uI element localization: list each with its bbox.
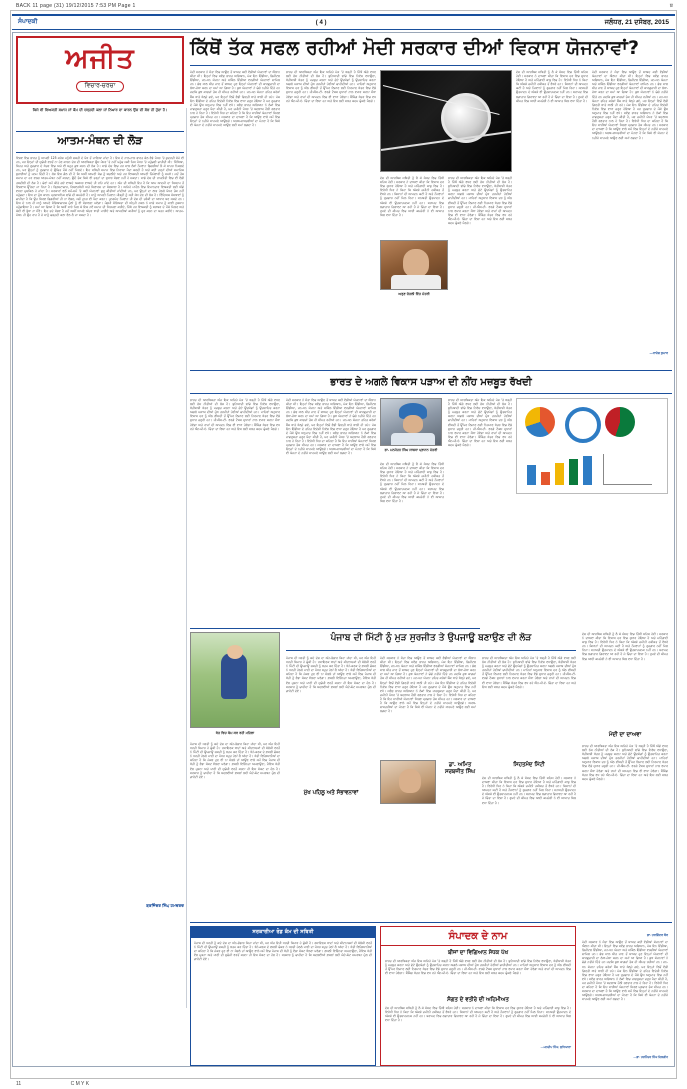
farm-photo [190,632,280,728]
lead-article-col5: ਦੇਸ਼ ਦੀ ਆਰਥਿਕ ਸਥਿਤੀ ਨੂੰ ਲੈ ਕੇ ਸੰਸਦ ਵਿਚ ਤਿੱਖੀ ਬਹਿਸ ਹੋਈ। ਸਰਕਾਰ ਨੇ ਦਾਅਵਾ ਕੀਤਾ ਕਿ ਵਿਕਾਸ ਦਰ ਵਿਚ ਸੁਧਾਰ ਹੋਇਆ ਹੈ ਅਤੇ ਮਹਿੰਗਾਈ ਕਾਬੂ ਵਿਚ ਹੈ। ਵਿਰੋਧੀ ਧਿਰ ਨੇ ਕਿਹਾ ਕਿ ਅੰਕੜੇ ਜ਼ਮੀਨੀ ਹਕੀਕਤ ਤੋਂ ਵੱਖਰੇ ਹਨ। ਕਿਸਾਨਾਂ ਦੀ ਆਮਦਨ ਘਟੀ ਹੈ ਅਤੇ ਨੌਜਵਾਨਾਂ ਨੂੰ ਰੁਜ਼ਗਾਰ ਨਹੀਂ ਮਿਲ ਰਿਹਾ। ਸਨਅਤੀ ਉਤਪਾਦਨ ਦੇ ਅੰਕੜੇ ਵੀ ਉਤਸ਼ਾਹਜਨਕ ਨਹੀਂ ਹਨ। ਬਰਾਮਦ ਵਿਚ ਲਗਾਤਾਰ ਗਿਰਾਵਟ ਆ ਰਹੀ ਹੈ ਜੋ ਚਿੰਤਾ ਦਾ ਵਿਸ਼ਾ ਹੈ। ਰੁਪਏ ਦੀ ਕੀਮਤ ਵਿਚ ਆਈ ਕਮਜ਼ੋਰੀ ਨੇ ਵੀ ਆਯਾਤ ਬਿਲ ਵਧਾ ਦਿੱਤਾ ਹੈ। [516,70,588,103]
main-headline-wrap [190,36,672,66]
right-col-author-wrap [582,930,668,937]
manmohan-caption: ਡਾ. ਮਨਮੋਹਨ ਸਿੰਘ ਸਾਬਕਾ ਪ੍ਰਧਾਨ ਮੰਤਰੀ [384,448,438,452]
page-number: ( 4 ) [315,19,327,26]
section2-title: ਭਾਰਤ ਦੇ ਅਗਲੇ ਵਿਕਾਸ ਪੜਾਅ ਦੀ ਨੀਂਹ ਮਜ਼ਬੂਤ ਰੱਖਦੀ [330,377,532,388]
author-name-wrap [440,762,480,776]
lead-article-col6: ਮੋਦੀ ਸਰਕਾਰ ਨੇ ਸੱਤਾ ਵਿਚ ਆਉਣ ਤੋਂ ਬਾਅਦ ਕਈ ਵੱਡੀਆਂ ਯੋਜਨਾਵਾਂ ਦਾ ਐਲਾਨ ਕੀਤਾ ਸੀ। ਇਨ੍ਹਾਂ ਵਿਚ ਸਵੱਛ ਭਾਰਤ ਅਭਿਆਨ, ਮੇਕ ਇਨ ਇੰਡੀਆ, ਡਿਜੀਟਲ ਇੰਡੀਆ, ਜਨ-ਧਨ ਯੋਜਨਾ ਅਤੇ ਸਕਿੱਲ ਇੰਡੀਆ ਵਰਗੀਆਂ ਯੋਜਨਾਵਾਂ ਸ਼ਾਮਿਲ ਹਨ। ਡੇਢ ਸਾਲ ਬੀਤ ਜਾਣ ਤੋਂ ਬਾਅਦ ਹੁਣ ਇਨ੍ਹਾਂ ਯੋਜਨਾਵਾਂ ਦੀ ਕਾਰਗੁਜ਼ਾਰੀ ਦਾ ਲੇਖਾ-ਜੋਖਾ ਕਰਨ ਦਾ ਸਮਾਂ ਆ ਗਿਆ ਹੈ। ਕੁਝ ਯੋਜਨਾਵਾਂ ਨੇ ਚੰਗੇ ਨਤੀਜੇ ਦਿੱਤੇ ਹਨ ਜਦਕਿ ਕੁਝ ਕਾਗਜ਼ਾਂ ਤੱਕ ਹੀ ਸੀਮਤ ਰਹੀਆਂ ਹਨ। ਜਨ-ਧਨ ਯੋਜਨਾ ਤਹਿਤ ਕਰੋੜਾਂ ਬੈਂਕ ਖਾਤੇ ਖੋਲ੍ਹੇ ਗਏ, ਪਰ ਇਨ੍ਹਾਂ ਵਿਚੋਂ ਵੱਡੀ ਗਿਣਤੀ ਖਾਤੇ ਖਾਲੀ ਹੀ ਰਹੇ। ਮੇਕ ਇਨ ਇੰਡੀਆ ਦੇ ਤਹਿਤ ਵਿਦੇਸ਼ੀ ਨਿਵੇਸ਼ ਵਿਚ ਵਾਧਾ ਜ਼ਰੂਰ ਹੋਇਆ ਹੈ ਪਰ ਰੁਜ਼ਗਾਰ ਦੇ ਮੌਕੇ ਉਸ ਅਨੁਪਾਤ ਵਿਚ ਨਹੀਂ ਵਧੇ। ਸਵੱਛ ਭਾਰਤ ਅਭਿਆਨ ਨੇ ਲੋਕਾਂ ਵਿਚ ਜਾਗਰੂਕਤਾ ਜ਼ਰੂਰ ਪੈਦਾ ਕੀਤੀ ਹੈ, ਪਰ ਜ਼ਮੀਨੀ ਪੱਧਰ 'ਤੇ ਬਦਲਾਅ ਹੌਲੀ ਰਫ਼ਤਾਰ ਨਾਲ ਹੋ ਰਿਹਾ ਹੈ। ਵਿਰੋਧੀ ਧਿਰ ਦਾ ਕਹਿਣਾ ਹੈ ਕਿ ਇਹ ਸਾਰੀਆਂ ਯੋਜਨਾਵਾਂ ਸਿਰਫ਼ ਪ੍ਰਚਾਰ ਤੱਕ ਸੀਮਤ ਹਨ। ਸਰਕਾਰ ਦਾ ਦਾਅਵਾ ਹੈ ਕਿ ਆਉਣ ਵਾਲੇ ਸਮੇਂ ਵਿਚ ਇਨ੍ਹਾਂ ਦੇ ਨਤੀਜੇ ਸਾਹਮਣੇ ਆਉਣਗੇ। ਅਰਥ-ਸ਼ਾਸਤਰੀਆਂ ਦਾ ਮੰਨਣਾ ਹੈ ਕਿ ਕਿਸੇ ਵੀ ਯੋਜਨਾ ਦੇ ਨਤੀਜੇ ਸਾਹਮਣੇ ਆਉਣ ਲਈ ਸਮਾਂ ਲਗਦਾ ਹੈ। [592,70,668,140]
section2-col3: ਦੇਸ਼ ਦੀ ਆਰਥਿਕ ਸਥਿਤੀ ਨੂੰ ਲੈ ਕੇ ਸੰਸਦ ਵਿਚ ਤਿੱਖੀ ਬਹਿਸ ਹੋਈ। ਸਰਕਾਰ ਨੇ ਦਾਅਵਾ ਕੀਤਾ ਕਿ ਵਿਕਾਸ ਦਰ ਵਿਚ ਸੁਧਾਰ ਹੋਇਆ ਹੈ ਅਤੇ ਮਹਿੰਗਾਈ ਕਾਬੂ ਵਿਚ ਹੈ। ਵਿਰੋਧੀ ਧਿਰ ਨੇ ਕਿਹਾ ਕਿ ਅੰਕੜੇ ਜ਼ਮੀਨੀ ਹਕੀਕਤ ਤੋਂ ਵੱਖਰੇ ਹਨ। ਕਿਸਾਨਾਂ ਦੀ ਆਮਦਨ ਘਟੀ ਹੈ ਅਤੇ ਨੌਜਵਾਨਾਂ ਨੂੰ ਰੁਜ਼ਗਾਰ ਨਹੀਂ ਮਿਲ ਰਿਹਾ। ਸਨਅਤੀ ਉਤਪਾਦਨ ਦੇ ਅੰਕੜੇ ਵੀ ਉਤਸ਼ਾਹਜਨਕ ਨਹੀਂ ਹਨ। ਬਰਾਮਦ ਵਿਚ ਲਗਾਤਾਰ ਗਿਰਾਵਟ ਆ ਰਹੀ ਹੈ ਜੋ ਚਿੰਤਾ ਦਾ ਵਿਸ਼ਾ ਹੈ। ਰੁਪਏ ਦੀ ਕੀਮਤ ਵਿਚ ਆਈ ਕਮਜ਼ੋਰੀ ਨੇ ਵੀ ਆਯਾਤ ਬਿਲ ਵਧਾ ਦਿੱਤਾ ਹੈ। [380,462,444,503]
section3-col4: ਦੇਸ਼ ਦੀ ਆਰਥਿਕ ਸਥਿਤੀ ਨੂੰ ਲੈ ਕੇ ਸੰਸਦ ਵਿਚ ਤਿੱਖੀ ਬਹਿਸ ਹੋਈ। ਸਰਕਾਰ ਨੇ ਦਾਅਵਾ ਕੀਤਾ ਕਿ ਵਿਕਾਸ ਦਰ ਵਿਚ ਸੁਧਾਰ ਹੋਇਆ ਹੈ ਅਤੇ ਮਹਿੰਗਾਈ ਕਾਬੂ ਵਿਚ ਹੈ। ਵਿਰੋਧੀ ਧਿਰ ਨੇ ਕਿਹਾ ਕਿ ਅੰਕੜੇ ਜ਼ਮੀਨੀ ਹਕੀਕਤ ਤੋਂ ਵੱਖਰੇ ਹਨ। ਕਿਸਾਨਾਂ ਦੀ ਆਮਦਨ ਘਟੀ ਹੈ ਅਤੇ ਨੌਜਵਾਨਾਂ ਨੂੰ ਰੁਜ਼ਗਾਰ ਨਹੀਂ ਮਿਲ ਰਿਹਾ। ਸਨਅਤੀ ਉਤਪਾਦਨ ਦੇ ਅੰਕੜੇ ਵੀ ਉਤਸ਼ਾਹਜਨਕ ਨਹੀਂ ਹਨ। ਬਰਾਮਦ ਵਿਚ ਲਗਾਤਾਰ ਗਿਰਾਵਟ ਆ ਰਹੀ ਹੈ ਜੋ ਚਿੰਤਾ ਦਾ ਵਿਸ਼ਾ ਹੈ। ਰੁਪਏ ਦੀ ਕੀਮਤ ਵਿਚ ਆਈ ਕਮਜ਼ੋਰੀ ਨੇ ਵੀ ਆਯਾਤ ਬਿਲ ਵਧਾ ਦਿੱਤਾ ਹੈ। [482,776,576,805]
lead-article-col1: ਮੋਦੀ ਸਰਕਾਰ ਨੇ ਸੱਤਾ ਵਿਚ ਆਉਣ ਤੋਂ ਬਾਅਦ ਕਈ ਵੱਡੀਆਂ ਯੋਜਨਾਵਾਂ ਦਾ ਐਲਾਨ ਕੀਤਾ ਸੀ। ਇਨ੍ਹਾਂ ਵਿਚ ਸਵੱਛ ਭਾਰਤ ਅਭਿਆਨ, ਮੇਕ ਇਨ ਇੰਡੀਆ, ਡਿਜੀਟਲ ਇੰਡੀਆ, ਜਨ-ਧਨ ਯੋਜਨਾ ਅਤੇ ਸਕਿੱਲ ਇੰਡੀਆ ਵਰਗੀਆਂ ਯੋਜਨਾਵਾਂ ਸ਼ਾਮਿਲ ਹਨ। ਡੇਢ ਸਾਲ ਬੀਤ ਜਾਣ ਤੋਂ ਬਾਅਦ ਹੁਣ ਇਨ੍ਹਾਂ ਯੋਜਨਾਵਾਂ ਦੀ ਕਾਰਗੁਜ਼ਾਰੀ ਦਾ ਲੇਖਾ-ਜੋਖਾ ਕਰਨ ਦਾ ਸਮਾਂ ਆ ਗਿਆ ਹੈ। ਕੁਝ ਯੋਜਨਾਵਾਂ ਨੇ ਚੰਗੇ ਨਤੀਜੇ ਦਿੱਤੇ ਹਨ ਜਦਕਿ ਕੁਝ ਕਾਗਜ਼ਾਂ ਤੱਕ ਹੀ ਸੀਮਤ ਰਹੀਆਂ ਹਨ। ਜਨ-ਧਨ ਯੋਜਨਾ ਤਹਿਤ ਕਰੋੜਾਂ ਬੈਂਕ ਖਾਤੇ ਖੋਲ੍ਹੇ ਗਏ, ਪਰ ਇਨ੍ਹਾਂ ਵਿਚੋਂ ਵੱਡੀ ਗਿਣਤੀ ਖਾਤੇ ਖਾਲੀ ਹੀ ਰਹੇ। ਮੇਕ ਇਨ ਇੰਡੀਆ ਦੇ ਤਹਿਤ ਵਿਦੇਸ਼ੀ ਨਿਵੇਸ਼ ਵਿਚ ਵਾਧਾ ਜ਼ਰੂਰ ਹੋਇਆ ਹੈ ਪਰ ਰੁਜ਼ਗਾਰ ਦੇ ਮੌਕੇ ਉਸ ਅਨੁਪਾਤ ਵਿਚ ਨਹੀਂ ਵਧੇ। ਸਵੱਛ ਭਾਰਤ ਅਭਿਆਨ ਨੇ ਲੋਕਾਂ ਵਿਚ ਜਾਗਰੂਕਤਾ ਜ਼ਰੂਰ ਪੈਦਾ ਕੀਤੀ ਹੈ, ਪਰ ਜ਼ਮੀਨੀ ਪੱਧਰ 'ਤੇ ਬਦਲਾਅ ਹੌਲੀ ਰਫ਼ਤਾਰ ਨਾਲ ਹੋ ਰਿਹਾ ਹੈ। ਵਿਰੋਧੀ ਧਿਰ ਦਾ ਕਹਿਣਾ ਹੈ ਕਿ ਇਹ ਸਾਰੀਆਂ ਯੋਜਨਾਵਾਂ ਸਿਰਫ਼ ਪ੍ਰਚਾਰ ਤੱਕ ਸੀਮਤ ਹਨ। ਸਰਕਾਰ ਦਾ ਦਾਅਵਾ ਹੈ ਕਿ ਆਉਣ ਵਾਲੇ ਸਮੇਂ ਵਿਚ ਇਨ੍ਹਾਂ ਦੇ ਨਤੀਜੇ ਸਾਹਮਣੇ ਆਉਣਗੇ। ਅਰਥ-ਸ਼ਾਸਤਰੀਆਂ ਦਾ ਮੰਨਣਾ ਹੈ ਕਿ ਕਿਸੇ ਵੀ ਯੋਜਨਾ ਦੇ ਨਤੀਜੇ ਸਾਹਮਣੇ ਆਉਣ ਲਈ ਸਮਾਂ ਲਗਦਾ ਹੈ। [190,70,280,128]
editorial-signature: ਬਰਜਿੰਦਰ ਸਿੰਘ ਹਮਦਰਦ [146,903,184,908]
right-col-body3: ਮੋਦੀ ਸਰਕਾਰ ਨੇ ਸੱਤਾ ਵਿਚ ਆਉਣ ਤੋਂ ਬਾਅਦ ਕਈ ਵੱਡੀਆਂ ਯੋਜਨਾਵਾਂ ਦਾ ਐਲਾਨ ਕੀਤਾ ਸੀ। ਇਨ੍ਹਾਂ ਵਿਚ ਸਵੱਛ ਭਾਰਤ ਅਭਿਆਨ, ਮੇਕ ਇਨ ਇੰਡੀਆ, ਡਿਜੀਟਲ ਇੰਡੀਆ, ਜਨ-ਧਨ ਯੋਜਨਾ ਅਤੇ ਸਕਿੱਲ ਇੰਡੀਆ ਵਰਗੀਆਂ ਯੋਜਨਾਵਾਂ ਸ਼ਾਮਿਲ ਹਨ। ਡੇਢ ਸਾਲ ਬੀਤ ਜਾਣ ਤੋਂ ਬਾਅਦ ਹੁਣ ਇਨ੍ਹਾਂ ਯੋਜਨਾਵਾਂ ਦੀ ਕਾਰਗੁਜ਼ਾਰੀ ਦਾ ਲੇਖਾ-ਜੋਖਾ ਕਰਨ ਦਾ ਸਮਾਂ ਆ ਗਿਆ ਹੈ। ਕੁਝ ਯੋਜਨਾਵਾਂ ਨੇ ਚੰਗੇ ਨਤੀਜੇ ਦਿੱਤੇ ਹਨ ਜਦਕਿ ਕੁਝ ਕਾਗਜ਼ਾਂ ਤੱਕ ਹੀ ਸੀਮਤ ਰਹੀਆਂ ਹਨ। ਜਨ-ਧਨ ਯੋਜਨਾ ਤਹਿਤ ਕਰੋੜਾਂ ਬੈਂਕ ਖਾਤੇ ਖੋਲ੍ਹੇ ਗਏ, ਪਰ ਇਨ੍ਹਾਂ ਵਿਚੋਂ ਵੱਡੀ ਗਿਣਤੀ ਖਾਤੇ ਖਾਲੀ ਹੀ ਰਹੇ। ਮੇਕ ਇਨ ਇੰਡੀਆ ਦੇ ਤਹਿਤ ਵਿਦੇਸ਼ੀ ਨਿਵੇਸ਼ ਵਿਚ ਵਾਧਾ ਜ਼ਰੂਰ ਹੋਇਆ ਹੈ ਪਰ ਰੁਜ਼ਗਾਰ ਦੇ ਮੌਕੇ ਉਸ ਅਨੁਪਾਤ ਵਿਚ ਨਹੀਂ ਵਧੇ। ਸਵੱਛ ਭਾਰਤ ਅਭਿਆਨ ਨੇ ਲੋਕਾਂ ਵਿਚ ਜਾਗਰੂਕਤਾ ਜ਼ਰੂਰ ਪੈਦਾ ਕੀਤੀ ਹੈ, ਪਰ ਜ਼ਮੀਨੀ ਪੱਧਰ 'ਤੇ ਬਦਲਾਅ ਹੌਲੀ ਰਫ਼ਤਾਰ ਨਾਲ ਹੋ ਰਿਹਾ ਹੈ। ਵਿਰੋਧੀ ਧਿਰ ਦਾ ਕਹਿਣਾ ਹੈ ਕਿ ਇਹ ਸਾਰੀਆਂ ਯੋਜਨਾਵਾਂ ਸਿਰਫ਼ ਪ੍ਰਚਾਰ ਤੱਕ ਸੀਮਤ ਹਨ। ਸਰਕਾਰ ਦਾ ਦਾਅਵਾ ਹੈ ਕਿ ਆਉਣ ਵਾਲੇ ਸਮੇਂ ਵਿਚ ਇਨ੍ਹਾਂ ਦੇ ਨਤੀਜੇ ਸਾਹਮਣੇ ਆਉਣਗੇ। ਅਰਥ-ਸ਼ਾਸਤਰੀਆਂ ਦਾ ਮੰਨਣਾ ਹੈ ਕਿ ਕਿਸੇ ਵੀ ਯੋਜਨਾ ਦੇ ਨਤੀਜੇ ਸਾਹਮਣੇ ਆਉਣ ਲਈ ਸਮਾਂ ਲਗਦਾ ਹੈ। [582,940,668,1002]
ad-left[interactable] [190,926,376,1066]
masthead-strip [12,14,675,30]
section2-col2: ਮੋਦੀ ਸਰਕਾਰ ਨੇ ਸੱਤਾ ਵਿਚ ਆਉਣ ਤੋਂ ਬਾਅਦ ਕਈ ਵੱਡੀਆਂ ਯੋਜਨਾਵਾਂ ਦਾ ਐਲਾਨ ਕੀਤਾ ਸੀ। ਇਨ੍ਹਾਂ ਵਿਚ ਸਵੱਛ ਭਾਰਤ ਅਭਿਆਨ, ਮੇਕ ਇਨ ਇੰਡੀਆ, ਡਿਜੀਟਲ ਇੰਡੀਆ, ਜਨ-ਧਨ ਯੋਜਨਾ ਅਤੇ ਸਕਿੱਲ ਇੰਡੀਆ ਵਰਗੀਆਂ ਯੋਜਨਾਵਾਂ ਸ਼ਾਮਿਲ ਹਨ। ਡੇਢ ਸਾਲ ਬੀਤ ਜਾਣ ਤੋਂ ਬਾਅਦ ਹੁਣ ਇਨ੍ਹਾਂ ਯੋਜਨਾਵਾਂ ਦੀ ਕਾਰਗੁਜ਼ਾਰੀ ਦਾ ਲੇਖਾ-ਜੋਖਾ ਕਰਨ ਦਾ ਸਮਾਂ ਆ ਗਿਆ ਹੈ। ਕੁਝ ਯੋਜਨਾਵਾਂ ਨੇ ਚੰਗੇ ਨਤੀਜੇ ਦਿੱਤੇ ਹਨ ਜਦਕਿ ਕੁਝ ਕਾਗਜ਼ਾਂ ਤੱਕ ਹੀ ਸੀਮਤ ਰਹੀਆਂ ਹਨ। ਜਨ-ਧਨ ਯੋਜਨਾ ਤਹਿਤ ਕਰੋੜਾਂ ਬੈਂਕ ਖਾਤੇ ਖੋਲ੍ਹੇ ਗਏ, ਪਰ ਇਨ੍ਹਾਂ ਵਿਚੋਂ ਵੱਡੀ ਗਿਣਤੀ ਖਾਤੇ ਖਾਲੀ ਹੀ ਰਹੇ। ਮੇਕ ਇਨ ਇੰਡੀਆ ਦੇ ਤਹਿਤ ਵਿਦੇਸ਼ੀ ਨਿਵੇਸ਼ ਵਿਚ ਵਾਧਾ ਜ਼ਰੂਰ ਹੋਇਆ ਹੈ ਪਰ ਰੁਜ਼ਗਾਰ ਦੇ ਮੌਕੇ ਉਸ ਅਨੁਪਾਤ ਵਿਚ ਨਹੀਂ ਵਧੇ। ਸਵੱਛ ਭਾਰਤ ਅਭਿਆਨ ਨੇ ਲੋਕਾਂ ਵਿਚ ਜਾਗਰੂਕਤਾ ਜ਼ਰੂਰ ਪੈਦਾ ਕੀਤੀ ਹੈ, ਪਰ ਜ਼ਮੀਨੀ ਪੱਧਰ 'ਤੇ ਬਦਲਾਅ ਹੌਲੀ ਰਫ਼ਤਾਰ ਨਾਲ ਹੋ ਰਿਹਾ ਹੈ। ਵਿਰੋਧੀ ਧਿਰ ਦਾ ਕਹਿਣਾ ਹੈ ਕਿ ਇਹ ਸਾਰੀਆਂ ਯੋਜਨਾਵਾਂ ਸਿਰਫ਼ ਪ੍ਰਚਾਰ ਤੱਕ ਸੀਮਤ ਹਨ। ਸਰਕਾਰ ਦਾ ਦਾਅਵਾ ਹੈ ਕਿ ਆਉਣ ਵਾਲੇ ਸਮੇਂ ਵਿਚ ਇਨ੍ਹਾਂ ਦੇ ਨਤੀਜੇ ਸਾਹਮਣੇ ਆਉਣਗੇ। ਅਰਥ-ਸ਼ਾਸਤਰੀਆਂ ਦਾ ਮੰਨਣਾ ਹੈ ਕਿ ਕਿਸੇ ਵੀ ਯੋਜਨਾ ਦੇ ਨਤੀਜੇ ਸਾਹਮਣੇ ਆਉਣ ਲਈ ਸਮਾਂ ਲਗਦਾ ਹੈ। [286,398,376,456]
author-photo [380,760,436,804]
editorial-title-wrap [16,134,184,148]
right-col-title1-wrap [582,732,668,739]
print-footer-page: 11 [16,1081,22,1087]
letter-body-1: ਭਾਰਤ ਦੀ ਆਰਥਿਕਤਾ ਅੱਜ ਇਕ ਅਜਿਹੇ ਮੋੜ 'ਤੇ ਖੜ੍ਹੀ ਹੈ ਜਿੱਥੋਂ ਅੱਗੇ ਵਧਣ ਲਈ ਠੋਸ ਨੀਤੀਆਂ ਦੀ ਲੋੜ ਹੈ। ਬੁਨਿਆਦੀ ਢਾਂਚੇ ਵਿਚ ਨਿਵੇਸ਼ ਵਧਾਉਣਾ, ਖੇਤੀਬਾੜੀ ਖੇਤਰ ਨੂੰ ਮਜ਼ਬੂਤ ਕਰਨਾ ਅਤੇ ਛੋਟੇ ਉਦਯੋਗਾਂ ਨੂੰ ਉਤਸ਼ਾਹਿਤ ਕਰਨਾ ਅਗਲੇ ਪੜਾਅ ਦੀਆਂ ਮੁੱਖ ਤਰਜੀਹਾਂ ਹੋਣੀਆਂ ਚਾਹੀਦੀਆਂ ਹਨ। ਮਾਹਿਰਾਂ ਅਨੁਸਾਰ ਵਿਕਾਸ ਦਰ ਨੂੰ ਅੱਠ ਫ਼ੀਸਦੀ ਤੋਂ ਉੱਪਰ ਲਿਜਾਣ ਲਈ ਨਿਰਮਾਣ ਖੇਤਰ ਵਿਚ ਵੱਡੇ ਸੁਧਾਰ ਜ਼ਰੂਰੀ ਹਨ। ਜੀ.ਐਸ.ਟੀ. ਵਰਗੇ ਟੈਕਸ ਸੁਧਾਰਾਂ ਨਾਲ ਵਪਾਰ ਕਰਨਾ ਸੌਖਾ ਹੋਵੇਗਾ ਅਤੇ ਰਾਜਾਂ ਦੀ ਆਮਦਨ ਵਿਚ ਵੀ ਵਾਧਾ ਹੋਵੇਗਾ। ਬੈਂਕਿੰਗ ਖੇਤਰ ਵਿਚ ਵਧ ਰਹੇ ਐਨ.ਪੀ.ਏ. ਚਿੰਤਾ ਦਾ ਵਿਸ਼ਾ ਹਨ ਅਤੇ ਇਸ ਲਈ ਸਖ਼ਤ ਕਦਮ ਚੁੱਕਣੇ ਪੈਣਗੇ। [385,959,571,976]
print-header-left: BACK 11 page (31) 19/12/2015 7:53 PM Page 1 [16,3,136,9]
logo-subtitle: ਵਿਚਾਰ-ਚਰਚਾ [76,81,125,92]
letter-body-2: ਦੇਸ਼ ਦੀ ਆਰਥਿਕ ਸਥਿਤੀ ਨੂੰ ਲੈ ਕੇ ਸੰਸਦ ਵਿਚ ਤਿੱਖੀ ਬਹਿਸ ਹੋਈ। ਸਰਕਾਰ ਨੇ ਦਾਅਵਾ ਕੀਤਾ ਕਿ ਵਿਕਾਸ ਦਰ ਵਿਚ ਸੁਧਾਰ ਹੋਇਆ ਹੈ ਅਤੇ ਮਹਿੰਗਾਈ ਕਾਬੂ ਵਿਚ ਹੈ। ਵਿਰੋਧੀ ਧਿਰ ਨੇ ਕਿਹਾ ਕਿ ਅੰਕੜੇ ਜ਼ਮੀਨੀ ਹਕੀਕਤ ਤੋਂ ਵੱਖਰੇ ਹਨ। ਕਿਸਾਨਾਂ ਦੀ ਆਮਦਨ ਘਟੀ ਹੈ ਅਤੇ ਨੌਜਵਾਨਾਂ ਨੂੰ ਰੁਜ਼ਗਾਰ ਨਹੀਂ ਮਿਲ ਰਿਹਾ। ਸਨਅਤੀ ਉਤਪਾਦਨ ਦੇ ਅੰਕੜੇ ਵੀ ਉਤਸ਼ਾਹਜਨਕ ਨਹੀਂ ਹਨ। ਬਰਾਮਦ ਵਿਚ ਲਗਾਤਾਰ ਗਿਰਾਵਟ ਆ ਰਹੀ ਹੈ ਜੋ ਚਿੰਤਾ ਦਾ ਵਿਸ਼ਾ ਹੈ। ਰੁਪਏ ਦੀ ਕੀਮਤ ਵਿਚ ਆਈ ਕਮਜ਼ੋਰੀ ਨੇ ਵੀ ਆਯਾਤ ਬਿਲ ਵਧਾ ਦਿੱਤਾ ਹੈ। [385,1006,571,1023]
section3-title-wrap [286,632,576,645]
lead-article-col3: ਦੇਸ਼ ਦੀ ਆਰਥਿਕ ਸਥਿਤੀ ਨੂੰ ਲੈ ਕੇ ਸੰਸਦ ਵਿਚ ਤਿੱਖੀ ਬਹਿਸ ਹੋਈ। ਸਰਕਾਰ ਨੇ ਦਾਅਵਾ ਕੀਤਾ ਕਿ ਵਿਕਾਸ ਦਰ ਵਿਚ ਸੁਧਾਰ ਹੋਇਆ ਹੈ ਅਤੇ ਮਹਿੰਗਾਈ ਕਾਬੂ ਵਿਚ ਹੈ। ਵਿਰੋਧੀ ਧਿਰ ਨੇ ਕਿਹਾ ਕਿ ਅੰਕੜੇ ਜ਼ਮੀਨੀ ਹਕੀਕਤ ਤੋਂ ਵੱਖਰੇ ਹਨ। ਕਿਸਾਨਾਂ ਦੀ ਆਮਦਨ ਘਟੀ ਹੈ ਅਤੇ ਨੌਜਵਾਨਾਂ ਨੂੰ ਰੁਜ਼ਗਾਰ ਨਹੀਂ ਮਿਲ ਰਿਹਾ। ਸਨਅਤੀ ਉਤਪਾਦਨ ਦੇ ਅੰਕੜੇ ਵੀ ਉਤਸ਼ਾਹਜਨਕ ਨਹੀਂ ਹਨ। ਬਰਾਮਦ ਵਿਚ ਲਗਾਤਾਰ ਗਿਰਾਵਟ ਆ ਰਹੀ ਹੈ ਜੋ ਚਿੰਤਾ ਦਾ ਵਿਸ਼ਾ ਹੈ। ਰੁਪਏ ਦੀ ਕੀਮਤ ਵਿਚ ਆਈ ਕਮਜ਼ੋਰੀ ਨੇ ਵੀ ਆਯਾਤ ਬਿਲ ਵਧਾ ਦਿੱਤਾ ਹੈ। [380,176,444,217]
section3-sub1-wrap [286,790,376,797]
right-col-body2: ਭਾਰਤ ਦੀ ਆਰਥਿਕਤਾ ਅੱਜ ਇਕ ਅਜਿਹੇ ਮੋੜ 'ਤੇ ਖੜ੍ਹੀ ਹੈ ਜਿੱਥੋਂ ਅੱਗੇ ਵਧਣ ਲਈ ਠੋਸ ਨੀਤੀਆਂ ਦੀ ਲੋੜ ਹੈ। ਬੁਨਿਆਦੀ ਢਾਂਚੇ ਵਿਚ ਨਿਵੇਸ਼ ਵਧਾਉਣਾ, ਖੇਤੀਬਾੜੀ ਖੇਤਰ ਨੂੰ ਮਜ਼ਬੂਤ ਕਰਨਾ ਅਤੇ ਛੋਟੇ ਉਦਯੋਗਾਂ ਨੂੰ ਉਤਸ਼ਾਹਿਤ ਕਰਨਾ ਅਗਲੇ ਪੜਾਅ ਦੀਆਂ ਮੁੱਖ ਤਰਜੀਹਾਂ ਹੋਣੀਆਂ ਚਾਹੀਦੀਆਂ ਹਨ। ਮਾਹਿਰਾਂ ਅਨੁਸਾਰ ਵਿਕਾਸ ਦਰ ਨੂੰ ਅੱਠ ਫ਼ੀਸਦੀ ਤੋਂ ਉੱਪਰ ਲਿਜਾਣ ਲਈ ਨਿਰਮਾਣ ਖੇਤਰ ਵਿਚ ਵੱਡੇ ਸੁਧਾਰ ਜ਼ਰੂਰੀ ਹਨ। ਜੀ.ਐਸ.ਟੀ. ਵਰਗੇ ਟੈਕਸ ਸੁਧਾਰਾਂ ਨਾਲ ਵਪਾਰ ਕਰਨਾ ਸੌਖਾ ਹੋਵੇਗਾ ਅਤੇ ਰਾਜਾਂ ਦੀ ਆਮਦਨ ਵਿਚ ਵੀ ਵਾਧਾ ਹੋਵੇਗਾ। ਬੈਂਕਿੰਗ ਖੇਤਰ ਵਿਚ ਵਧ ਰਹੇ ਐਨ.ਪੀ.ਏ. ਚਿੰਤਾ ਦਾ ਵਿਸ਼ਾ ਹਨ ਅਤੇ ਇਸ ਲਈ ਸਖ਼ਤ ਕਦਮ ਚੁੱਕਣੇ ਪੈਣਗੇ। [582,744,668,781]
ring-chart [565,407,601,443]
ad-letters-title-wrap [381,927,575,943]
section3-col3: ਭਾਰਤ ਦੀ ਆਰਥਿਕਤਾ ਅੱਜ ਇਕ ਅਜਿਹੇ ਮੋੜ 'ਤੇ ਖੜ੍ਹੀ ਹੈ ਜਿੱਥੋਂ ਅੱਗੇ ਵਧਣ ਲਈ ਠੋਸ ਨੀਤੀਆਂ ਦੀ ਲੋੜ ਹੈ। ਬੁਨਿਆਦੀ ਢਾਂਚੇ ਵਿਚ ਨਿਵੇਸ਼ ਵਧਾਉਣਾ, ਖੇਤੀਬਾੜੀ ਖੇਤਰ ਨੂੰ ਮਜ਼ਬੂਤ ਕਰਨਾ ਅਤੇ ਛੋਟੇ ਉਦਯੋਗਾਂ ਨੂੰ ਉਤਸ਼ਾਹਿਤ ਕਰਨਾ ਅਗਲੇ ਪੜਾਅ ਦੀਆਂ ਮੁੱਖ ਤਰਜੀਹਾਂ ਹੋਣੀਆਂ ਚਾਹੀਦੀਆਂ ਹਨ। ਮਾਹਿਰਾਂ ਅਨੁਸਾਰ ਵਿਕਾਸ ਦਰ ਨੂੰ ਅੱਠ ਫ਼ੀਸਦੀ ਤੋਂ ਉੱਪਰ ਲਿਜਾਣ ਲਈ ਨਿਰਮਾਣ ਖੇਤਰ ਵਿਚ ਵੱਡੇ ਸੁਧਾਰ ਜ਼ਰੂਰੀ ਹਨ। ਜੀ.ਐਸ.ਟੀ. ਵਰਗੇ ਟੈਕਸ ਸੁਧਾਰਾਂ ਨਾਲ ਵਪਾਰ ਕਰਨਾ ਸੌਖਾ ਹੋਵੇਗਾ ਅਤੇ ਰਾਜਾਂ ਦੀ ਆਮਦਨ ਵਿਚ ਵੀ ਵਾਧਾ ਹੋਵੇਗਾ। ਬੈਂਕਿੰਗ ਖੇਤਰ ਵਿਚ ਵਧ ਰਹੇ ਐਨ.ਪੀ.ਏ. ਚਿੰਤਾ ਦਾ ਵਿਸ਼ਾ ਹਨ ਅਤੇ ਇਸ ਲਈ ਸਖ਼ਤ ਕਦਮ ਚੁੱਕਣੇ ਪੈਣਗੇ। [482,656,576,689]
section3-title: ਪੰਜਾਬ ਦੀ ਮਿੱਟੀ ਨੂੰ ਮੁੜ ਸੁਰਜੀਤ ਤੇ ਉਪਜਾਊ ਬਣਾਉਣ ਦੀ ਲੋੜ [330,633,532,643]
ad-left-body: ਪੰਜਾਬ ਦੀ ਧਰਤੀ ਨੂੰ ਕਦੇ ਦੇਸ਼ ਦਾ ਅੰਨ-ਭੰਡਾਰ ਕਿਹਾ ਜਾਂਦਾ ਸੀ, ਪਰ ਅੱਜ ਇਹੀ ਧਰਤੀ ਬਿਮਾਰ ਹੋ ਚੁੱਕੀ ਹੈ। ਰਸਾਇਣਕ ਖਾਦਾਂ ਅਤੇ ਕੀਟਨਾਸ਼ਕਾਂ ਦੀ ਬੇਲੋੜੀ ਵਰਤੋਂ ਨੇ ਮਿੱਟੀ ਦੀ ਉਪਜਾਊ ਸ਼ਕਤੀ ਨੂੰ ਖ਼ਤਮ ਕਰ ਦਿੱਤਾ ਹੈ। ਝੋਨੇ-ਕਣਕ ਦੇ ਫ਼ਸਲੀ ਚੱਕਰ ਨੇ ਧਰਤੀ ਹੇਠਲੇ ਪਾਣੀ ਦਾ ਪੱਧਰ ਬਹੁਤ ਹੇਠਾਂ ਲੈ ਆਂਦਾ ਹੈ। ਖੇਤੀ ਵਿਗਿਆਨੀਆਂ ਦਾ ਕਹਿਣਾ ਹੈ ਕਿ ਜੇਕਰ ਹੁਣ ਵੀ ਨਾ ਸੰਭਲੇ ਤਾਂ ਆਉਣ ਵਾਲੇ ਸਮੇਂ ਵਿਚ ਪੰਜਾਬ ਦੀ ਖੇਤੀ ਨੂੰ ਵੱਡਾ ਸੰਕਟ ਝੱਲਣਾ ਪਵੇਗਾ। ਫ਼ਸਲੀ ਵਿਭਿੰਨਤਾ ਅਪਣਾਉਣਾ, ਜੈਵਿਕ ਖੇਤੀ ਵੱਲ ਮੁੜਨਾ ਅਤੇ ਪਾਣੀ ਦੀ ਸੁਚੱਜੀ ਵਰਤੋਂ ਕਰਨਾ ਹੀ ਇਸ ਸੰਕਟ ਦਾ ਹੱਲ ਹੈ। ਸਰਕਾਰ ਨੂੰ ਚਾਹੀਦਾ ਹੈ ਕਿ ਬਦਲਵੀਆਂ ਫ਼ਸਲਾਂ ਲਈ ਘੱਟੋ-ਘੱਟ ਸਮਰਥਨ ਮੁੱਲ ਦੀ ਗਾਰੰਟੀ ਦੇਵੇ। [194,941,372,962]
jaitley-caption: ਅਰੁਣ ਜੇਤਲੀ ਵਿੱਤ ਮੰਤਰੀ [398,292,430,296]
editorial-title: ਆਤਮ-ਮੰਥਨ ਦੀ ਲੋੜ [57,134,143,147]
lead-article-col4: ਭਾਰਤ ਦੀ ਆਰਥਿਕਤਾ ਅੱਜ ਇਕ ਅਜਿਹੇ ਮੋੜ 'ਤੇ ਖੜ੍ਹੀ ਹੈ ਜਿੱਥੋਂ ਅੱਗੇ ਵਧਣ ਲਈ ਠੋਸ ਨੀਤੀਆਂ ਦੀ ਲੋੜ ਹੈ। ਬੁਨਿਆਦੀ ਢਾਂਚੇ ਵਿਚ ਨਿਵੇਸ਼ ਵਧਾਉਣਾ, ਖੇਤੀਬਾੜੀ ਖੇਤਰ ਨੂੰ ਮਜ਼ਬੂਤ ਕਰਨਾ ਅਤੇ ਛੋਟੇ ਉਦਯੋਗਾਂ ਨੂੰ ਉਤਸ਼ਾਹਿਤ ਕਰਨਾ ਅਗਲੇ ਪੜਾਅ ਦੀਆਂ ਮੁੱਖ ਤਰਜੀਹਾਂ ਹੋਣੀਆਂ ਚਾਹੀਦੀਆਂ ਹਨ। ਮਾਹਿਰਾਂ ਅਨੁਸਾਰ ਵਿਕਾਸ ਦਰ ਨੂੰ ਅੱਠ ਫ਼ੀਸਦੀ ਤੋਂ ਉੱਪਰ ਲਿਜਾਣ ਲਈ ਨਿਰਮਾਣ ਖੇਤਰ ਵਿਚ ਵੱਡੇ ਸੁਧਾਰ ਜ਼ਰੂਰੀ ਹਨ। ਜੀ.ਐਸ.ਟੀ. ਵਰਗੇ ਟੈਕਸ ਸੁਧਾਰਾਂ ਨਾਲ ਵਪਾਰ ਕਰਨਾ ਸੌਖਾ ਹੋਵੇਗਾ ਅਤੇ ਰਾਜਾਂ ਦੀ ਆਮਦਨ ਵਿਚ ਵੀ ਵਾਧਾ ਹੋਵੇਗਾ। ਬੈਂਕਿੰਗ ਖੇਤਰ ਵਿਚ ਵਧ ਰਹੇ ਐਨ.ਪੀ.ਏ. ਚਿੰਤਾ ਦਾ ਵਿਸ਼ਾ ਹਨ ਅਤੇ ਇਸ ਲਈ ਸਖ਼ਤ ਕਦਮ ਚੁੱਕਣੇ ਪੈਣਗੇ। [448,176,512,226]
issue-date: ਜਲੰਧਰ, 21 ਦਸੰਬਰ, 2015 [604,18,669,26]
newspaper-logo-box [16,36,184,104]
section3-subtitle-2: ਸਿਹਤਮੰਦ ਮਿੱਟੀ [513,762,545,768]
editorial-kicker: ਕਿਸੇ ਵੀ ਵਿਅਕਤੀ ਸਮਾਜ ਜਾਂ ਕੌਮ ਦੀ ਚੜ੍ਹਦੀ ਕਲਾ ਜਾਂ ਨਿਘਾਰ ਦਾ ਕਾਰਨ ਉਸ ਦੀ ਸੋਚ ਹੀ ਹੁੰਦਾ ਹੈ। [32,108,168,112]
farm-photo-caption-wrap [190,730,280,735]
lead-article-col2: ਭਾਰਤ ਦੀ ਆਰਥਿਕਤਾ ਅੱਜ ਇਕ ਅਜਿਹੇ ਮੋੜ 'ਤੇ ਖੜ੍ਹੀ ਹੈ ਜਿੱਥੋਂ ਅੱਗੇ ਵਧਣ ਲਈ ਠੋਸ ਨੀਤੀਆਂ ਦੀ ਲੋੜ ਹੈ। ਬੁਨਿਆਦੀ ਢਾਂਚੇ ਵਿਚ ਨਿਵੇਸ਼ ਵਧਾਉਣਾ, ਖੇਤੀਬਾੜੀ ਖੇਤਰ ਨੂੰ ਮਜ਼ਬੂਤ ਕਰਨਾ ਅਤੇ ਛੋਟੇ ਉਦਯੋਗਾਂ ਨੂੰ ਉਤਸ਼ਾਹਿਤ ਕਰਨਾ ਅਗਲੇ ਪੜਾਅ ਦੀਆਂ ਮੁੱਖ ਤਰਜੀਹਾਂ ਹੋਣੀਆਂ ਚਾਹੀਦੀਆਂ ਹਨ। ਮਾਹਿਰਾਂ ਅਨੁਸਾਰ ਵਿਕਾਸ ਦਰ ਨੂੰ ਅੱਠ ਫ਼ੀਸਦੀ ਤੋਂ ਉੱਪਰ ਲਿਜਾਣ ਲਈ ਨਿਰਮਾਣ ਖੇਤਰ ਵਿਚ ਵੱਡੇ ਸੁਧਾਰ ਜ਼ਰੂਰੀ ਹਨ। ਜੀ.ਐਸ.ਟੀ. ਵਰਗੇ ਟੈਕਸ ਸੁਧਾਰਾਂ ਨਾਲ ਵਪਾਰ ਕਰਨਾ ਸੌਖਾ ਹੋਵੇਗਾ ਅਤੇ ਰਾਜਾਂ ਦੀ ਆਮਦਨ ਵਿਚ ਵੀ ਵਾਧਾ ਹੋਵੇਗਾ। ਬੈਂਕਿੰਗ ਖੇਤਰ ਵਿਚ ਵਧ ਰਹੇ ਐਨ.ਪੀ.ਏ. ਚਿੰਤਾ ਦਾ ਵਿਸ਼ਾ ਹਨ ਅਤੇ ਇਸ ਲਈ ਸਖ਼ਤ ਕਦਮ ਚੁੱਕਣੇ ਪੈਣਗੇ। [286,70,376,103]
pie-chart-2 [605,407,635,437]
lead-article-author-wrap [516,348,668,355]
section-label: ਸੰਪਾਦਕੀ [18,19,38,25]
editorial-body: ਵਿਸ਼ਵ ਵਿਚ ਭਾਰਤ ਨੂੰ ਆਪਣੀ 125 ਕਰੋੜ ਮਨੁੱਖੀ ਸ਼ਕਤੀ ਦੇ ਪੱਖ ਤੋਂ ਜਾਣਿਆ ਜਾਂਦਾ ਹੈ। ਇਸ ਦੇ ਨਾਲ-ਨਾਲ ਭਾਰਤ ਕੋਲ ਵੱਡੇ ਪੱਧਰ 'ਤੇ ਕੁਦਰਤੀ ਸੋਮੇ ਵੀ ਹਨ, ਪਰ ਇਨ੍ਹਾਂ ਦੀ ਸੁਚੱਜੀ ਵਰਤੋਂ ਨਾ ਹੋਣ ਕਾਰਨ ਦੇਸ਼ ਦੀ ਆਰਥਿਕਤਾ ਉਸ ਪੱਧਰ 'ਤੇ ਨਹੀਂ ਪਹੁੰਚ ਸਕੀ ਜਿਸ ਪੱਧਰ 'ਤੇ ਪਹੁੰਚਣੀ ਚਾਹੀਦੀ ਸੀ। ਸਿੱਖਿਆ, ਸਿਹਤ ਅਤੇ ਰੁਜ਼ਗਾਰ ਦੇ ਖੇਤਰ ਵਿਚ ਅਜੇ ਵੀ ਬਹੁਤ ਕੁਝ ਕਰਨ ਦੀ ਲੋੜ ਹੈ। ਸਾਡੇ ਦੇਸ਼ ਵਿਚ ਹਰ ਸਾਲ ਲੱਖਾਂ ਨੌਜਵਾਨ ਡਿਗਰੀਆਂ ਲੈ ਕੇ ਬਾਹਰ ਨਿਕਲਦੇ ਹਨ, ਪਰ ਉਨ੍ਹਾਂ ਨੂੰ ਰੁਜ਼ਗਾਰ ਦੇ ਉਚਿਤ ਮੌਕੇ ਨਹੀਂ ਮਿਲਦੇ। ਇਹ ਸਥਿਤੀ ਸਮਾਜ ਵਿਚ ਨਿਰਾਸ਼ਾ ਪੈਦਾ ਕਰਦੀ ਹੈ ਅਤੇ ਕਈ ਤਰ੍ਹਾਂ ਦੀਆਂ ਸਮਾਜਿਕ ਬੁਰਾਈਆਂ ਨੂੰ ਜਨਮ ਦਿੰਦੀ ਹੈ। ਲੋੜ ਇਸ ਗੱਲ ਦੀ ਹੈ ਕਿ ਅਸੀਂ ਆਪਣੀ ਸੋਚ ਨੂੰ ਬਦਲੀਏ ਅਤੇ ਹਰ ਵਿਅਕਤੀ ਆਪਣੀ ਜ਼ਿੰਮੇਵਾਰੀ ਨੂੰ ਸਮਝੇ। ਜਦੋਂ ਤੱਕ ਸਮਾਜ ਦਾ ਹਰ ਵਰਗ ਆਤਮ-ਮੰਥਨ ਨਹੀਂ ਕਰਦਾ, ਉਦੋਂ ਤੱਕ ਕਿਸੇ ਵੀ ਤਰ੍ਹਾਂ ਦਾ ਸੁਧਾਰ ਸੰਭਵ ਨਹੀਂ ਹੋ ਸਕਦਾ। ਸਾਡੇ ਦੇਸ਼ ਦੀ ਰਾਜਨੀਤੀ ਵਿਚ ਵੀ ਵੱਡੀ ਤਬਦੀਲੀ ਦੀ ਲੋੜ ਹੈ। ਚੋਣਾਂ ਸਮੇਂ ਕੀਤੇ ਗਏ ਵਾਅਦੇ ਅਕਸਰ ਵਾਅਦੇ ਹੀ ਰਹਿ ਜਾਂਦੇ ਹਨ। ਅੱਜ ਦੀ ਸਥਿਤੀ ਇਹ ਹੈ ਕਿ ਆਮ ਆਦਮੀ ਦਾ ਸਿਸਟਮ ਤੋਂ ਵਿਸ਼ਵਾਸ ਉੱਠਦਾ ਜਾ ਰਿਹਾ ਹੈ। ਭ੍ਰਿਸ਼ਟਾਚਾਰ, ਰਿਸ਼ਵਤਖੋਰੀ ਅਤੇ ਸਿਫ਼ਾਰਸ਼ ਦਾ ਬੋਲਬਾਲਾ ਹੈ। ਅਜਿਹੇ ਮਾਹੌਲ ਵਿਚ ਇਮਾਨਦਾਰ ਵਿਅਕਤੀ ਲਈ ਅੱਗੇ ਵਧਣਾ ਮੁਸ਼ਕਿਲ ਹੋ ਜਾਂਦਾ ਹੈ। ਸਰਕਾਰਾਂ ਵਲੋਂ ਸਮੇਂ-ਸਮੇਂ 'ਤੇ ਕਈ ਯੋਜਨਾਵਾਂ ਸ਼ੁਰੂ ਕੀਤੀਆਂ ਜਾਂਦੀਆਂ ਹਨ, ਪਰ ਉਨ੍ਹਾਂ ਦਾ ਲਾਭ ਹੇਠਲੇ ਪੱਧਰ ਤੱਕ ਨਹੀਂ ਪਹੁੰਚਦਾ। ਇਸ ਦਾ ਮੁੱਖ ਕਾਰਨ ਪ੍ਰਸ਼ਾਸਨਿਕ ਢਾਂਚੇ ਦੀ ਕਮਜ਼ੋਰੀ ਹੈ। ਸਾਨੂੰ ਆਪਣੀ ਨੌਜਵਾਨ ਪੀੜ੍ਹੀ ਨੂੰ ਸਹੀ ਸੇਧ ਦੇਣ ਦੀ ਲੋੜ ਹੈ। ਵਿੱਦਿਅਕ ਸੰਸਥਾਵਾਂ ਨੂੰ ਚਾਹੀਦਾ ਹੈ ਕਿ ਉਹ ਸਿਰਫ਼ ਡਿਗਰੀਆਂ ਹੀ ਨਾ ਵੰਡਣ, ਸਗੋਂ ਹੁਨਰ ਵੀ ਪੈਦਾ ਕਰਨ। ਹੁਨਰਮੰਦ ਨੌਜਵਾਨ ਹੀ ਦੇਸ਼ ਦੀ ਤਰੱਕੀ ਦਾ ਆਧਾਰ ਬਣ ਸਕਦੇ ਹਨ। ਇਸ ਦੇ ਨਾਲ ਹੀ ਸਾਨੂੰ ਆਪਣੇ ਸੱਭਿਆਚਾਰਕ ਮੁੱਲਾਂ ਨੂੰ ਵੀ ਸੰਭਾਲਣਾ ਪਵੇਗਾ। ਪੱਛਮੀ ਸੱਭਿਅਤਾ ਦੀ ਅੰਨ੍ਹੀ ਨਕਲ ਨੇ ਸਾਡੇ ਸਮਾਜ ਨੂੰ ਕਾਫ਼ੀ ਨੁਕਸਾਨ ਪਹੁੰਚਾਇਆ ਹੈ। ਸਮਾਂ ਆ ਗਿਆ ਹੈ ਕਿ ਅਸੀਂ ਸਾਰੇ ਮਿਲ ਕੇ ਇਕ ਨਵੇਂ ਸਮਾਜ ਦੀ ਸਿਰਜਣਾ ਕਰੀਏ, ਜਿੱਥੇ ਹਰ ਵਿਅਕਤੀ ਨੂੰ ਬਰਾਬਰ ਦੇ ਮੌਕੇ ਮਿਲਣ ਅਤੇ ਕੋਈ ਵੀ ਭੁੱਖਾ ਨਾ ਸੌਂਵੇ। ਇਹ ਤਦੇ ਸੰਭਵ ਹੈ ਜਦੋਂ ਅਸੀਂ ਆਪਣੇ ਅੰਦਰ ਝਾਤੀ ਮਾਰੀਏ ਅਤੇ ਆਪਣੀਆਂ ਕਮੀਆਂ ਨੂੰ ਦੂਰ ਕਰਨ ਦਾ ਯਤਨ ਕਰੀਏ। ਆਤਮ-ਮੰਥਨ ਹੀ ਉਹ ਰਾਹ ਹੈ ਜੋ ਸਾਨੂੰ ਚੜ੍ਹਦੀ ਕਲਾ ਵੱਲ ਲੈ ਜਾ ਸਕਦਾ ਹੈ। [16,156,184,218]
infographic [516,398,668,494]
author-name: ਡਾ. ਅਮਿਤ ਸਰਬਜੀਤ ਸਿੰਘ [444,762,476,775]
print-footer-colors: C M Y K [70,1081,90,1087]
print-header-right: प्र [669,3,673,9]
print-footer [0,1079,687,1089]
ad-left-header: ਸਰਕਾਰੀਆ ਰੋਡ ਕੰਮ ਦੀ ਸਥਿਤੀ [191,927,375,938]
lead-article-author: —ਰਾਜੇਸ਼ ਕੁਮਾਰ [649,351,668,355]
letter-signature: —ਮਨਦੀਪ ਸਿੰਘ, ਲੁਧਿਆਣਾ [540,1045,571,1049]
section2-title-wrap [190,376,672,389]
letter-title-1: ਬੀਜਾਂ ਦਾ ਵਿਗਿਆਨ ਸੋਧਕ ਪੱਖ [447,950,509,956]
section2-col4: ਭਾਰਤ ਦੀ ਆਰਥਿਕਤਾ ਅੱਜ ਇਕ ਅਜਿਹੇ ਮੋੜ 'ਤੇ ਖੜ੍ਹੀ ਹੈ ਜਿੱਥੋਂ ਅੱਗੇ ਵਧਣ ਲਈ ਠੋਸ ਨੀਤੀਆਂ ਦੀ ਲੋੜ ਹੈ। ਬੁਨਿਆਦੀ ਢਾਂਚੇ ਵਿਚ ਨਿਵੇਸ਼ ਵਧਾਉਣਾ, ਖੇਤੀਬਾੜੀ ਖੇਤਰ ਨੂੰ ਮਜ਼ਬੂਤ ਕਰਨਾ ਅਤੇ ਛੋਟੇ ਉਦਯੋਗਾਂ ਨੂੰ ਉਤਸ਼ਾਹਿਤ ਕਰਨਾ ਅਗਲੇ ਪੜਾਅ ਦੀਆਂ ਮੁੱਖ ਤਰਜੀਹਾਂ ਹੋਣੀਆਂ ਚਾਹੀਦੀਆਂ ਹਨ। ਮਾਹਿਰਾਂ ਅਨੁਸਾਰ ਵਿਕਾਸ ਦਰ ਨੂੰ ਅੱਠ ਫ਼ੀਸਦੀ ਤੋਂ ਉੱਪਰ ਲਿਜਾਣ ਲਈ ਨਿਰਮਾਣ ਖੇਤਰ ਵਿਚ ਵੱਡੇ ਸੁਧਾਰ ਜ਼ਰੂਰੀ ਹਨ। ਜੀ.ਐਸ.ਟੀ. ਵਰਗੇ ਟੈਕਸ ਸੁਧਾਰਾਂ ਨਾਲ ਵਪਾਰ ਕਰਨਾ ਸੌਖਾ ਹੋਵੇਗਾ ਅਤੇ ਰਾਜਾਂ ਦੀ ਆਮਦਨ ਵਿਚ ਵੀ ਵਾਧਾ ਹੋਵੇਗਾ। ਬੈਂਕਿੰਗ ਖੇਤਰ ਵਿਚ ਵਧ ਰਹੇ ਐਨ.ਪੀ.ਏ. ਚਿੰਤਾ ਦਾ ਵਿਸ਼ਾ ਹਨ ਅਤੇ ਇਸ ਲਈ ਸਖ਼ਤ ਕਦਮ ਚੁੱਕਣੇ ਪੈਣਗੇ। [448,398,512,448]
section3-col1: ਪੰਜਾਬ ਦੀ ਧਰਤੀ ਨੂੰ ਕਦੇ ਦੇਸ਼ ਦਾ ਅੰਨ-ਭੰਡਾਰ ਕਿਹਾ ਜਾਂਦਾ ਸੀ, ਪਰ ਅੱਜ ਇਹੀ ਧਰਤੀ ਬਿਮਾਰ ਹੋ ਚੁੱਕੀ ਹੈ। ਰਸਾਇਣਕ ਖਾਦਾਂ ਅਤੇ ਕੀਟਨਾਸ਼ਕਾਂ ਦੀ ਬੇਲੋੜੀ ਵਰਤੋਂ ਨੇ ਮਿੱਟੀ ਦੀ ਉਪਜਾਊ ਸ਼ਕਤੀ ਨੂੰ ਖ਼ਤਮ ਕਰ ਦਿੱਤਾ ਹੈ। ਝੋਨੇ-ਕਣਕ ਦੇ ਫ਼ਸਲੀ ਚੱਕਰ ਨੇ ਧਰਤੀ ਹੇਠਲੇ ਪਾਣੀ ਦਾ ਪੱਧਰ ਬਹੁਤ ਹੇਠਾਂ ਲੈ ਆਂਦਾ ਹੈ। ਖੇਤੀ ਵਿਗਿਆਨੀਆਂ ਦਾ ਕਹਿਣਾ ਹੈ ਕਿ ਜੇਕਰ ਹੁਣ ਵੀ ਨਾ ਸੰਭਲੇ ਤਾਂ ਆਉਣ ਵਾਲੇ ਸਮੇਂ ਵਿਚ ਪੰਜਾਬ ਦੀ ਖੇਤੀ ਨੂੰ ਵੱਡਾ ਸੰਕਟ ਝੱਲਣਾ ਪਵੇਗਾ। ਫ਼ਸਲੀ ਵਿਭਿੰਨਤਾ ਅਪਣਾਉਣਾ, ਜੈਵਿਕ ਖੇਤੀ ਵੱਲ ਮੁੜਨਾ ਅਤੇ ਪਾਣੀ ਦੀ ਸੁਚੱਜੀ ਵਰਤੋਂ ਕਰਨਾ ਹੀ ਇਸ ਸੰਕਟ ਦਾ ਹੱਲ ਹੈ। ਸਰਕਾਰ ਨੂੰ ਚਾਹੀਦਾ ਹੈ ਕਿ ਬਦਲਵੀਆਂ ਫ਼ਸਲਾਂ ਲਈ ਘੱਟੋ-ਘੱਟ ਸਮਰਥਨ ਮੁੱਲ ਦੀ ਗਾਰੰਟੀ ਦੇਵੇ। [286,656,376,693]
editorial-signature-wrap [16,900,184,908]
section3-col0: ਪੰਜਾਬ ਦੀ ਧਰਤੀ ਨੂੰ ਕਦੇ ਦੇਸ਼ ਦਾ ਅੰਨ-ਭੰਡਾਰ ਕਿਹਾ ਜਾਂਦਾ ਸੀ, ਪਰ ਅੱਜ ਇਹੀ ਧਰਤੀ ਬਿਮਾਰ ਹੋ ਚੁੱਕੀ ਹੈ। ਰਸਾਇਣਕ ਖਾਦਾਂ ਅਤੇ ਕੀਟਨਾਸ਼ਕਾਂ ਦੀ ਬੇਲੋੜੀ ਵਰਤੋਂ ਨੇ ਮਿੱਟੀ ਦੀ ਉਪਜਾਊ ਸ਼ਕਤੀ ਨੂੰ ਖ਼ਤਮ ਕਰ ਦਿੱਤਾ ਹੈ। ਝੋਨੇ-ਕਣਕ ਦੇ ਫ਼ਸਲੀ ਚੱਕਰ ਨੇ ਧਰਤੀ ਹੇਠਲੇ ਪਾਣੀ ਦਾ ਪੱਧਰ ਬਹੁਤ ਹੇਠਾਂ ਲੈ ਆਂਦਾ ਹੈ। ਖੇਤੀ ਵਿਗਿਆਨੀਆਂ ਦਾ ਕਹਿਣਾ ਹੈ ਕਿ ਜੇਕਰ ਹੁਣ ਵੀ ਨਾ ਸੰਭਲੇ ਤਾਂ ਆਉਣ ਵਾਲੇ ਸਮੇਂ ਵਿਚ ਪੰਜਾਬ ਦੀ ਖੇਤੀ ਨੂੰ ਵੱਡਾ ਸੰਕਟ ਝੱਲਣਾ ਪਵੇਗਾ। ਫ਼ਸਲੀ ਵਿਭਿੰਨਤਾ ਅਪਣਾਉਣਾ, ਜੈਵਿਕ ਖੇਤੀ ਵੱਲ ਮੁੜਨਾ ਅਤੇ ਪਾਣੀ ਦੀ ਸੁਚੱਜੀ ਵਰਤੋਂ ਕਰਨਾ ਹੀ ਇਸ ਸੰਕਟ ਦਾ ਹੱਲ ਹੈ। ਸਰਕਾਰ ਨੂੰ ਚਾਹੀਦਾ ਹੈ ਕਿ ਬਦਲਵੀਆਂ ਫ਼ਸਲਾਂ ਲਈ ਘੱਟੋ-ਘੱਟ ਸਮਰਥਨ ਮੁੱਲ ਦੀ ਗਾਰੰਟੀ ਦੇਵੇ। [190,742,280,779]
jaitley-caption-wrap [380,291,448,296]
right-col-author: ਡਾ. ਹਰਸ਼ਿੰਦਰ ਕੌਰ [647,933,668,937]
section3-subtitle-1: ਮੁੱਖ ਪਹਿਲੂ ਅਤੇ ਸੰਭਾਵਨਾਵਾਂ [303,790,359,796]
ad-letters[interactable] [380,926,576,1066]
manmohan-photo [380,398,442,446]
section2-col1: ਭਾਰਤ ਦੀ ਆਰਥਿਕਤਾ ਅੱਜ ਇਕ ਅਜਿਹੇ ਮੋੜ 'ਤੇ ਖੜ੍ਹੀ ਹੈ ਜਿੱਥੋਂ ਅੱਗੇ ਵਧਣ ਲਈ ਠੋਸ ਨੀਤੀਆਂ ਦੀ ਲੋੜ ਹੈ। ਬੁਨਿਆਦੀ ਢਾਂਚੇ ਵਿਚ ਨਿਵੇਸ਼ ਵਧਾਉਣਾ, ਖੇਤੀਬਾੜੀ ਖੇਤਰ ਨੂੰ ਮਜ਼ਬੂਤ ਕਰਨਾ ਅਤੇ ਛੋਟੇ ਉਦਯੋਗਾਂ ਨੂੰ ਉਤਸ਼ਾਹਿਤ ਕਰਨਾ ਅਗਲੇ ਪੜਾਅ ਦੀਆਂ ਮੁੱਖ ਤਰਜੀਹਾਂ ਹੋਣੀਆਂ ਚਾਹੀਦੀਆਂ ਹਨ। ਮਾਹਿਰਾਂ ਅਨੁਸਾਰ ਵਿਕਾਸ ਦਰ ਨੂੰ ਅੱਠ ਫ਼ੀਸਦੀ ਤੋਂ ਉੱਪਰ ਲਿਜਾਣ ਲਈ ਨਿਰਮਾਣ ਖੇਤਰ ਵਿਚ ਵੱਡੇ ਸੁਧਾਰ ਜ਼ਰੂਰੀ ਹਨ। ਜੀ.ਐਸ.ਟੀ. ਵਰਗੇ ਟੈਕਸ ਸੁਧਾਰਾਂ ਨਾਲ ਵਪਾਰ ਕਰਨਾ ਸੌਖਾ ਹੋਵੇਗਾ ਅਤੇ ਰਾਜਾਂ ਦੀ ਆਮਦਨ ਵਿਚ ਵੀ ਵਾਧਾ ਹੋਵੇਗਾ। ਬੈਂਕਿੰਗ ਖੇਤਰ ਵਿਚ ਵਧ ਰਹੇ ਐਨ.ਪੀ.ਏ. ਚਿੰਤਾ ਦਾ ਵਿਸ਼ਾ ਹਨ ਅਤੇ ਇਸ ਲਈ ਸਖ਼ਤ ਕਦਮ ਚੁੱਕਣੇ ਪੈਣਗੇ। [190,398,280,431]
ad-letters-title: ਸੰਪਾਦਕ ਦੇ ਨਾਮ [448,931,508,942]
letter-title-2: ਸੰਗਤ ਦੇ ਵਤੀਰੇ ਦੀ ਅਹਿਮੀਅਤ [447,997,509,1003]
pie-chart [525,407,555,437]
section3-col2: ਮੋਦੀ ਸਰਕਾਰ ਨੇ ਸੱਤਾ ਵਿਚ ਆਉਣ ਤੋਂ ਬਾਅਦ ਕਈ ਵੱਡੀਆਂ ਯੋਜਨਾਵਾਂ ਦਾ ਐਲਾਨ ਕੀਤਾ ਸੀ। ਇਨ੍ਹਾਂ ਵਿਚ ਸਵੱਛ ਭਾਰਤ ਅਭਿਆਨ, ਮੇਕ ਇਨ ਇੰਡੀਆ, ਡਿਜੀਟਲ ਇੰਡੀਆ, ਜਨ-ਧਨ ਯੋਜਨਾ ਅਤੇ ਸਕਿੱਲ ਇੰਡੀਆ ਵਰਗੀਆਂ ਯੋਜਨਾਵਾਂ ਸ਼ਾਮਿਲ ਹਨ। ਡੇਢ ਸਾਲ ਬੀਤ ਜਾਣ ਤੋਂ ਬਾਅਦ ਹੁਣ ਇਨ੍ਹਾਂ ਯੋਜਨਾਵਾਂ ਦੀ ਕਾਰਗੁਜ਼ਾਰੀ ਦਾ ਲੇਖਾ-ਜੋਖਾ ਕਰਨ ਦਾ ਸਮਾਂ ਆ ਗਿਆ ਹੈ। ਕੁਝ ਯੋਜਨਾਵਾਂ ਨੇ ਚੰਗੇ ਨਤੀਜੇ ਦਿੱਤੇ ਹਨ ਜਦਕਿ ਕੁਝ ਕਾਗਜ਼ਾਂ ਤੱਕ ਹੀ ਸੀਮਤ ਰਹੀਆਂ ਹਨ। ਜਨ-ਧਨ ਯੋਜਨਾ ਤਹਿਤ ਕਰੋੜਾਂ ਬੈਂਕ ਖਾਤੇ ਖੋਲ੍ਹੇ ਗਏ, ਪਰ ਇਨ੍ਹਾਂ ਵਿਚੋਂ ਵੱਡੀ ਗਿਣਤੀ ਖਾਤੇ ਖਾਲੀ ਹੀ ਰਹੇ। ਮੇਕ ਇਨ ਇੰਡੀਆ ਦੇ ਤਹਿਤ ਵਿਦੇਸ਼ੀ ਨਿਵੇਸ਼ ਵਿਚ ਵਾਧਾ ਜ਼ਰੂਰ ਹੋਇਆ ਹੈ ਪਰ ਰੁਜ਼ਗਾਰ ਦੇ ਮੌਕੇ ਉਸ ਅਨੁਪਾਤ ਵਿਚ ਨਹੀਂ ਵਧੇ। ਸਵੱਛ ਭਾਰਤ ਅਭਿਆਨ ਨੇ ਲੋਕਾਂ ਵਿਚ ਜਾਗਰੂਕਤਾ ਜ਼ਰੂਰ ਪੈਦਾ ਕੀਤੀ ਹੈ, ਪਰ ਜ਼ਮੀਨੀ ਪੱਧਰ 'ਤੇ ਬਦਲਾਅ ਹੌਲੀ ਰਫ਼ਤਾਰ ਨਾਲ ਹੋ ਰਿਹਾ ਹੈ। ਵਿਰੋਧੀ ਧਿਰ ਦਾ ਕਹਿਣਾ ਹੈ ਕਿ ਇਹ ਸਾਰੀਆਂ ਯੋਜਨਾਵਾਂ ਸਿਰਫ਼ ਪ੍ਰਚਾਰ ਤੱਕ ਸੀਮਤ ਹਨ। ਸਰਕਾਰ ਦਾ ਦਾਅਵਾ ਹੈ ਕਿ ਆਉਣ ਵਾਲੇ ਸਮੇਂ ਵਿਚ ਇਨ੍ਹਾਂ ਦੇ ਨਤੀਜੇ ਸਾਹਮਣੇ ਆਉਣਗੇ। ਅਰਥ-ਸ਼ਾਸਤਰੀਆਂ ਦਾ ਮੰਨਣਾ ਹੈ ਕਿ ਕਿਸੇ ਵੀ ਯੋਜਨਾ ਦੇ ਨਤੀਜੇ ਸਾਹਮਣੇ ਆਉਣ ਲਈ ਸਮਾਂ ਲਗਦਾ ਹੈ। [380,656,476,714]
bar-chart [525,449,655,485]
farm-photo-caption: ਖੇਤ ਵਿਚ ਕੰਮ ਕਰ ਰਹੀ ਮਹਿਲਾ [215,731,255,735]
section3-sub2-wrap [482,762,576,769]
jaitley-photo [380,240,448,290]
right-col-title-1: ਮੋਦੀ ਦਾ ਦਾਅਵਾ [608,732,642,738]
main-headline: ਕਿੱਥੋਂ ਤੱਕ ਸਫਲ ਰਹੀਆਂ ਮੋਦੀ ਸਰਕਾਰ ਦੀਆਂ ਵਿਕਾਸ ਯੋਜਨਾਵਾਂ? [190,37,640,59]
footer-note: —ਡਾ. ਹਰਜਿੰਦਰ ਸਿੰਘ ਦਿਲਗੀਰ [633,1055,668,1059]
newspaper-logo: ਅਜੀਤ [65,43,135,74]
right-col-body1: ਦੇਸ਼ ਦੀ ਆਰਥਿਕ ਸਥਿਤੀ ਨੂੰ ਲੈ ਕੇ ਸੰਸਦ ਵਿਚ ਤਿੱਖੀ ਬਹਿਸ ਹੋਈ। ਸਰਕਾਰ ਨੇ ਦਾਅਵਾ ਕੀਤਾ ਕਿ ਵਿਕਾਸ ਦਰ ਵਿਚ ਸੁਧਾਰ ਹੋਇਆ ਹੈ ਅਤੇ ਮਹਿੰਗਾਈ ਕਾਬੂ ਵਿਚ ਹੈ। ਵਿਰੋਧੀ ਧਿਰ ਨੇ ਕਿਹਾ ਕਿ ਅੰਕੜੇ ਜ਼ਮੀਨੀ ਹਕੀਕਤ ਤੋਂ ਵੱਖਰੇ ਹਨ। ਕਿਸਾਨਾਂ ਦੀ ਆਮਦਨ ਘਟੀ ਹੈ ਅਤੇ ਨੌਜਵਾਨਾਂ ਨੂੰ ਰੁਜ਼ਗਾਰ ਨਹੀਂ ਮਿਲ ਰਿਹਾ। ਸਨਅਤੀ ਉਤਪਾਦਨ ਦੇ ਅੰਕੜੇ ਵੀ ਉਤਸ਼ਾਹਜਨਕ ਨਹੀਂ ਹਨ। ਬਰਾਮਦ ਵਿਚ ਲਗਾਤਾਰ ਗਿਰਾਵਟ ਆ ਰਹੀ ਹੈ ਜੋ ਚਿੰਤਾ ਦਾ ਵਿਸ਼ਾ ਹੈ। ਰੁਪਏ ਦੀ ਕੀਮਤ ਵਿਚ ਆਈ ਕਮਜ਼ੋਰੀ ਨੇ ਵੀ ਆਯਾਤ ਬਿਲ ਵਧਾ ਦਿੱਤਾ ਹੈ। [582,632,668,661]
footer-note-wrap [582,1052,668,1059]
editorial-kicker-wrap [16,108,184,130]
lead-article-photo [380,70,512,172]
manmohan-caption-wrap [380,447,442,452]
